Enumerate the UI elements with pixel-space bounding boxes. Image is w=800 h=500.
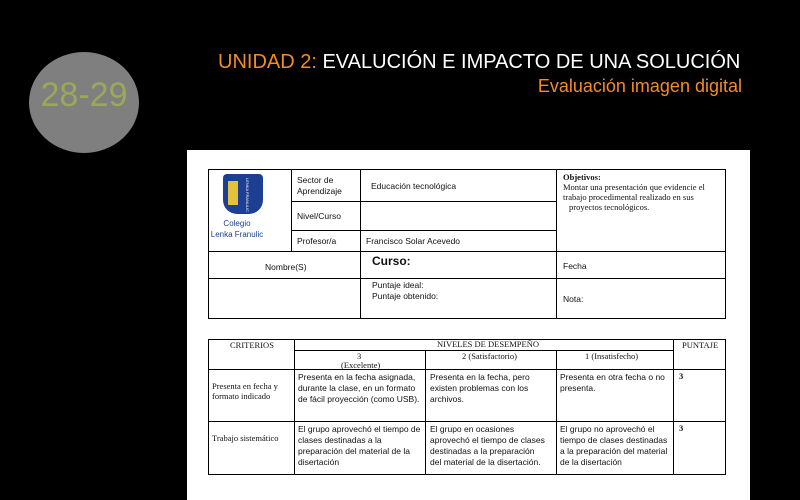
title-main: EVALUCIÓN E IMPACTO DE UNA SOLUCIÓN [322,51,741,73]
title-unit: UNIDAD 2: [218,51,317,73]
level2-header: 2 (Satisfactorio) [462,351,517,361]
criterios-header: CRITERIOS [230,340,274,350]
row2-puntaje: 3 [679,423,684,433]
school-logo [223,174,263,238]
page-number-badge [29,52,139,153]
level3-num: 3 [357,351,362,361]
row2-criterio: Trabajo sistemático [212,433,279,443]
row1-level3: Presenta en la fecha asignada, durante la clase, en un formato de fácil proyección (como USB). [298,372,420,404]
objetivos-line-2: trabajo procedimental realizado en sus [563,192,694,202]
puntaje-ideal-label: Puntaje ideal: [372,280,424,290]
level1-header: 1 (Insatisfecho) [585,351,639,361]
puntaje-header: PUNTAJE [682,340,719,350]
profesor-value: Francisco Solar Acevedo [366,236,461,246]
level3-name: (Excelente) [341,360,381,370]
logo-caption-1: Colegio [223,219,251,228]
row1-criterio-2: formato indicado [212,391,271,401]
row2-level1: El grupo no aprovechó el tiempo de clases destinadas a la preparación del material de la disertación [560,424,668,467]
niveles-header: NIVELES DE DESEMPEÑO [437,339,539,349]
logo-book-icon [228,181,238,205]
row1-level1: Presenta en otra fecha o no presenta. [560,372,665,393]
nombres-label: Nombre(S) [265,262,307,272]
evaluation-document [187,150,750,500]
objetivos-line-1: Montar una presentación que evidencie el [563,182,705,192]
objetivos-line-3: proyectos tecnológicos. [569,202,650,212]
sector-value: Educación tecnológica [371,181,457,191]
row1-level2: Presenta en la fecha, pero existen problemas con los archivos. [430,372,530,404]
slide-title [218,51,740,74]
row2-level2: El grupo en ocasiones aprovechó el tiempo de clases destinadas a la preparación del material de la disertación. [430,424,545,467]
row1-criterio-1: Presenta en fecha y [212,381,278,391]
curso-label: Curso: [372,254,411,268]
logo-caption-2: Lenka Franulic [210,230,264,239]
sector-label: Sector de Aprendizaje [297,175,342,196]
row1-puntaje: 3 [679,371,684,381]
objetivos-label: Objetivos: [563,172,601,182]
puntaje-obtenido-label: Puntaje obtenido: [372,291,439,301]
nivel-label: Nivel/Curso [297,211,341,221]
logo-text: LENKA FRANULIC [245,178,250,213]
fecha-label: Fecha [563,261,587,271]
page-number: 28-29 [40,76,128,114]
nota-label: Nota: [563,294,584,304]
profesor-label: Profesor/a [297,236,337,246]
slide-subtitle: Evaluación imagen digital [537,76,742,96]
row2-level3: El grupo aprovechó el tiempo de clases destinadas a la preparación del material de la disertación [298,424,421,467]
